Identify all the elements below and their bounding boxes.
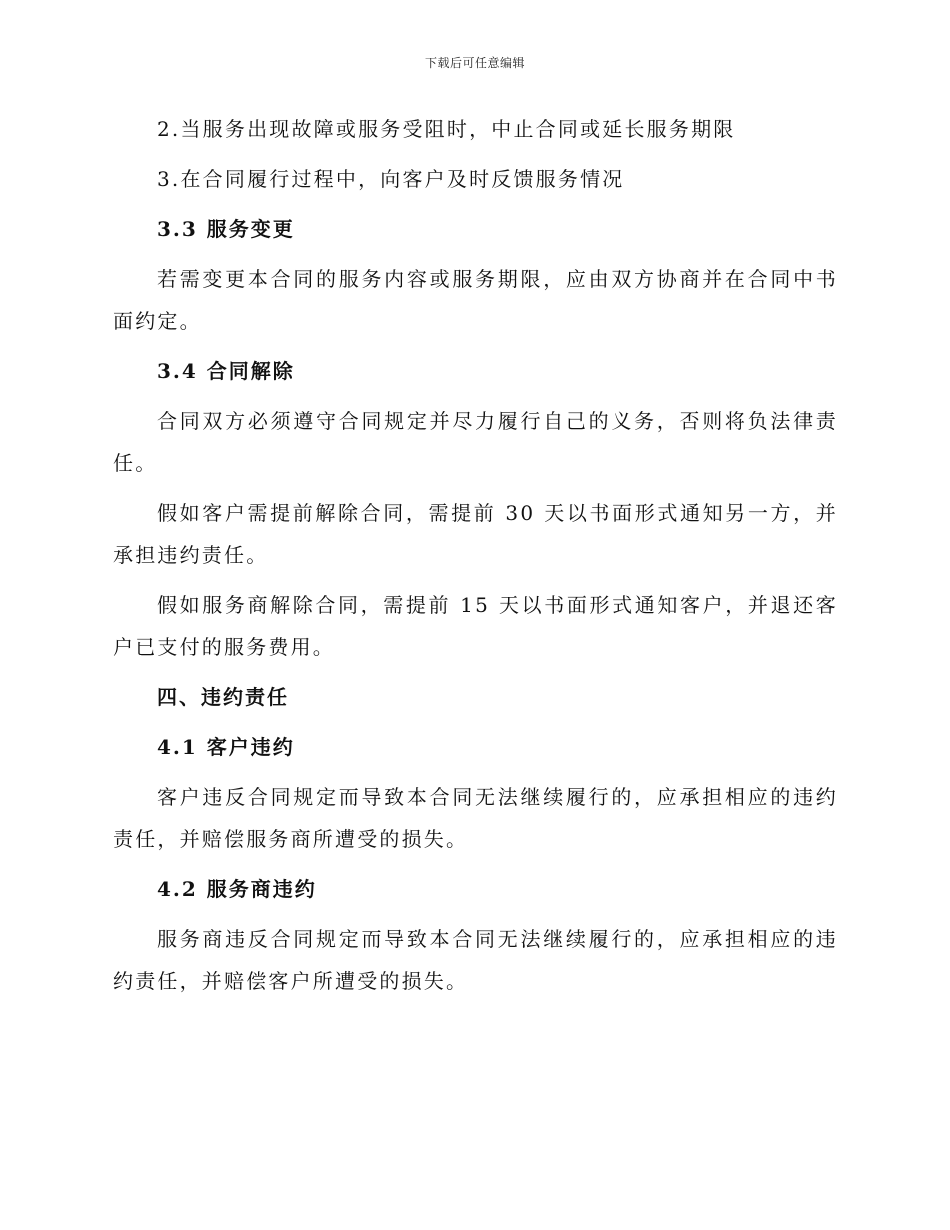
paragraph-provider-breach: 服务商违反合同规定而导致本合同无法继续履行的，应承担相应的违约责任，并赔偿客户所遭受的损失。 xyxy=(113,927,838,993)
paragraph-client-termination: 假如客户需提前解除合同，需提前 30 天以书面形式通知另一方，并承担违约责任。 xyxy=(113,501,838,567)
document-body xyxy=(113,108,838,1002)
spacer xyxy=(113,860,838,868)
paragraph-obligations: 合同双方必须遵守合同规定并尽力履行自己的义务，否则将负法律责任。 xyxy=(113,409,838,475)
paragraph-provider-termination: 假如服务商解除合同，需提前 15 天以书面形式通知客户，并退还客户已支付的服务费用。 xyxy=(113,593,838,659)
spacer xyxy=(113,200,838,208)
paragraph-service-feedback: 3.在合同履行过程中，向客户及时反馈服务情况 xyxy=(157,167,625,191)
spacer xyxy=(113,342,838,350)
spacer xyxy=(113,718,838,726)
heading-3-3-service-change: 3.3 服务变更 xyxy=(157,217,295,241)
paragraph-service-change: 若需变更本合同的服务内容或服务期限，应由双方协商并在合同中书面约定。 xyxy=(113,267,838,333)
spacer xyxy=(113,576,838,584)
spacer xyxy=(113,768,838,776)
spacer xyxy=(113,484,838,492)
paragraph-client-breach: 客户违反合同规定而导致本合同无法继续履行的，应承担相应的违约责任，并赔偿服务商所遭受的损失。 xyxy=(113,785,838,851)
spacer xyxy=(113,910,838,918)
header-note: 下载后可任意编辑 xyxy=(424,56,525,70)
spacer xyxy=(113,392,838,400)
heading-4-breach-liability: 四、违约责任 xyxy=(157,685,289,709)
spacer xyxy=(113,668,838,676)
spacer xyxy=(113,250,838,258)
heading-3-4-contract-termination: 3.4 合同解除 xyxy=(157,359,295,383)
spacer xyxy=(113,150,838,158)
paragraph-service-suspension: 2.当服务出现故障或服务受阻时，中止合同或延长服务期限 xyxy=(157,117,736,141)
heading-4-1-client-breach: 4.1 客户违约 xyxy=(157,735,295,759)
heading-4-2-provider-breach: 4.2 服务商违约 xyxy=(157,877,317,901)
